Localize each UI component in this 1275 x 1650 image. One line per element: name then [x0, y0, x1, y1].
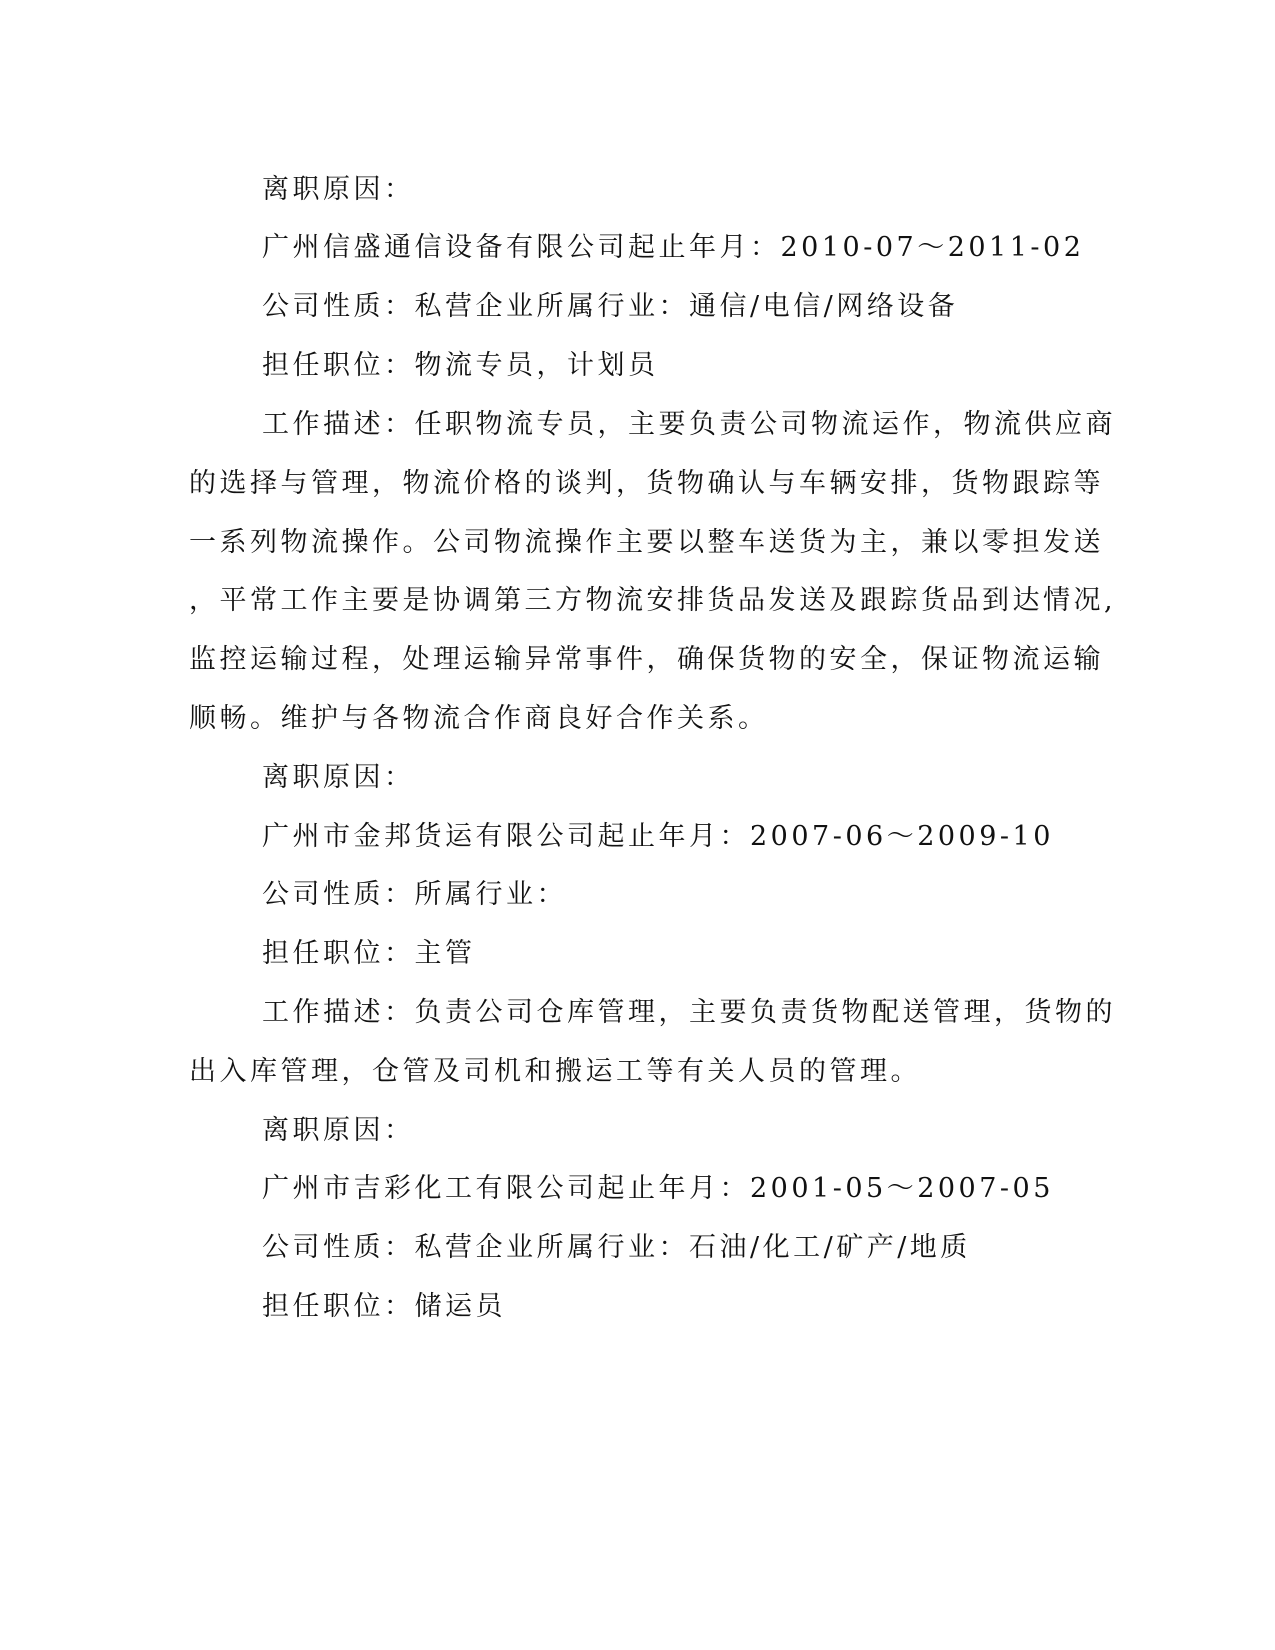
job-description-line: 的选择与管理，物流价格的谈判，货物确认与车辆安排，货物跟踪等: [189, 468, 1104, 499]
job-description-line: 监控运输过程，处理运输异常事件，确保货物的安全，保证物流运输: [189, 644, 1104, 675]
company-nature-line: 公司性质：私营企业所属行业：石油/化工/矿产/地质: [262, 1232, 971, 1263]
position-line: 担任职位：主管: [262, 938, 476, 969]
company-nature-line: 公司性质：所属行业：: [262, 879, 567, 910]
position-line: 担任职位：储运员: [262, 1291, 506, 1322]
leave-reason-label: 离职原因：: [262, 762, 415, 793]
job-description-line: 顺畅。维护与各物流合作商良好合作关系。: [189, 703, 769, 734]
job-description-line: 工作描述：任职物流专员，主要负责公司物流运作，物流供应商: [262, 409, 1116, 440]
job-description-line: 工作描述：负责公司仓库管理，主要负责货物配送管理，货物的: [262, 997, 1116, 1028]
company-period-line: 广州市金邦货运有限公司起止年月：2007-06～2009-10: [262, 821, 1054, 852]
job-description-line: 一系列物流操作。公司物流操作主要以整车送货为主，兼以零担发送: [189, 527, 1104, 558]
company-period-line: 广州信盛通信设备有限公司起止年月：2010-07～2011-02: [262, 232, 1085, 263]
company-nature-line: 公司性质：私营企业所属行业：通信/电信/网络设备: [262, 291, 959, 322]
job-description-line: ，平常工作主要是协调第三方物流安排货品发送及跟踪货品到达情况,: [189, 585, 1117, 616]
leave-reason-label: 离职原因：: [262, 174, 415, 205]
company-period-line: 广州市吉彩化工有限公司起止年月：2001-05～2007-05: [262, 1173, 1054, 1204]
position-line: 担任职位：物流专员，计划员: [262, 350, 659, 381]
job-description-line: 出入库管理，仓管及司机和搬运工等有关人员的管理。: [189, 1056, 921, 1087]
leave-reason-label: 离职原因：: [262, 1115, 415, 1146]
